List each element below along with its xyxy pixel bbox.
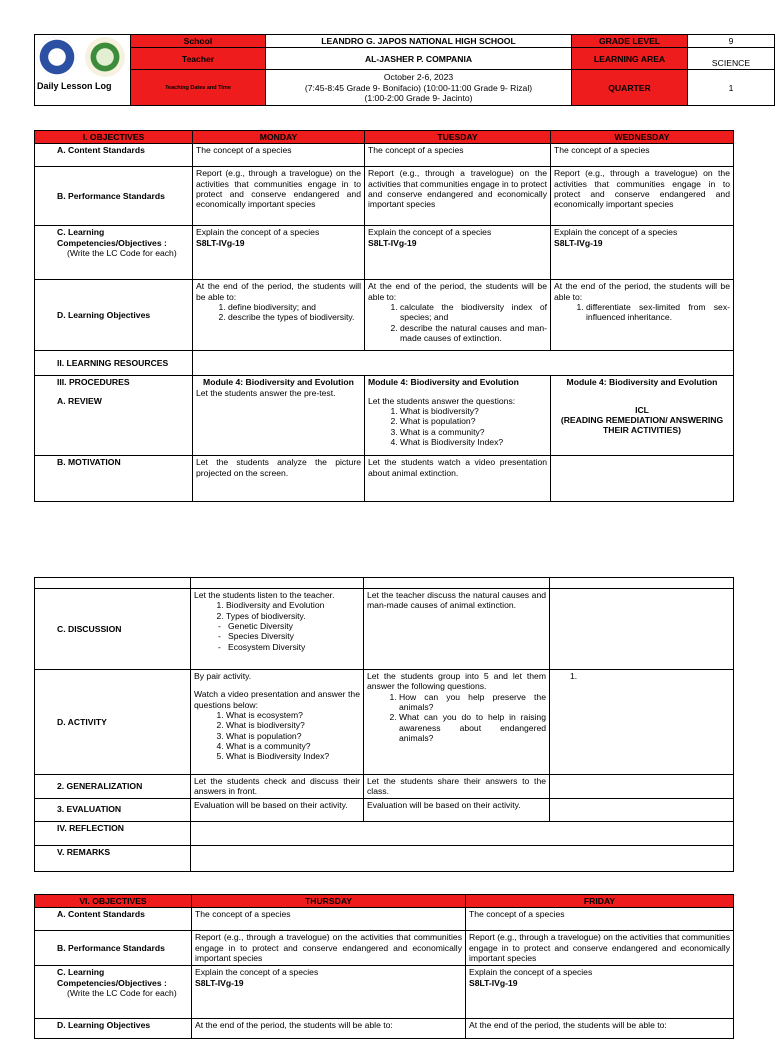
logo-cell — [35, 35, 131, 106]
daily-lesson-log-title: Daily Lesson Log — [37, 81, 112, 91]
activity-tue: Let the students group into 5 and let them answer the following questions. 1. How can you help preserve the animals? 2. What can you do to help in raising awareness about endangered animals? — [364, 670, 550, 775]
learning-competencies-fri: Explain the concept of a species S8LT-IVg-19 — [466, 966, 734, 1019]
performance-standards-mon: Report (e.g., through a travelogue) on the activities that communities engage in to protect and conserve endangered and economically important species — [193, 167, 365, 226]
generalization-wed — [550, 775, 734, 799]
reflection-value — [191, 821, 734, 845]
content-standards-mon: The concept of a species — [193, 144, 365, 167]
blank-cell — [35, 578, 191, 589]
objectives-heading: I. OBJECTIVES — [35, 131, 193, 144]
performance-standards-label: B. Performance Standards — [35, 167, 193, 226]
learning-objectives-mon: At the end of the period, the students will be able to: 1. define biodiversity; and 2. describe the types of biodiversity. — [193, 280, 365, 351]
teacher-name: AL-JASHER P. COMPANIA — [266, 48, 572, 70]
learning-competencies-label: C. Learning Competencies/Objectives : (Write the LC Code for each) — [35, 226, 193, 280]
remarks-value — [191, 845, 734, 871]
evaluation-mon: Evaluation will be based on their activity. — [191, 798, 364, 821]
quarter-label: QUARTER — [572, 70, 688, 106]
learning-resources-value — [193, 351, 734, 376]
blank-cell — [191, 578, 364, 589]
content-standards-fri: The concept of a species — [466, 908, 734, 931]
procedures-review-label: III. PROCEDURES A. REVIEW — [35, 376, 193, 456]
evaluation-label: 3. EVALUATION — [35, 798, 191, 821]
objectives-table-thu-fri — [34, 894, 734, 1039]
teaching-dates-value: October 2-6, 2023 (7:45-8:45 Grade 9- Bonifacio) (10:00-11:00 Grade 9- Rizal) (1:00-2:00 Grade 9- Jacinto) — [266, 70, 572, 106]
motivation-mon: Let the students analyze the picture projected on the screen. — [193, 456, 365, 502]
performance-standards-tue: Report (e.g., through a travelogue) on the activities that communities engage in to protect and conserve endangered and economically important species — [365, 167, 551, 226]
motivation-label: B. MOTIVATION — [35, 456, 193, 502]
reflection-label: IV. REFLECTION — [35, 821, 191, 845]
evaluation-wed — [550, 798, 734, 821]
discussion-wed — [550, 589, 734, 670]
objectives-table-mon-wed — [34, 130, 734, 502]
discussion-mon: Let the students listen to the teacher. 1. Biodiversity and Evolution 2. Types of biodiversity. - Genetic Diversity - Species Diversity - Ecosystem Diversity — [191, 589, 364, 670]
content-standards-label: A. Content Standards — [35, 144, 193, 167]
motivation-wed — [551, 456, 734, 502]
procedures-table-continued — [34, 577, 734, 872]
learning-competencies-thu: Explain the concept of a species S8LT-IVg-19 — [192, 966, 466, 1019]
monday-heading: MONDAY — [193, 131, 365, 144]
learning-competencies-wed: Explain the concept of a species S8LT-IVg-19 — [551, 226, 734, 280]
generalization-tue: Let the students share their answers to the class. — [364, 775, 550, 799]
learning-area-label: LEARNING AREA — [572, 48, 688, 70]
learning-objectives-label: D. Learning Objectives — [35, 280, 193, 351]
performance-standards-fri: Report (e.g., through a travelogue) on the activities that communities engage in to protect and conserve endangered and economically important species — [466, 931, 734, 966]
deped-seal-icon — [37, 37, 77, 77]
blank-cell — [550, 578, 734, 589]
learning-competencies-mon: Explain the concept of a species S8LT-IVg-19 — [193, 226, 365, 280]
content-standards-wed: The concept of a species — [551, 144, 734, 167]
school-seal-icon — [85, 37, 125, 77]
objectives-vi-heading: VI. OBJECTIVES — [35, 895, 192, 908]
learning-resources-label: II. LEARNING RESOURCES — [35, 351, 193, 376]
activity-mon: By pair activity. Watch a video presentation and answer the questions below: 1. What is ecosystem? 2. What is biodiversity? 3. What is population? 4. What is a community? 5. What is Biodiversity Index? — [191, 670, 364, 775]
generalization-label: 2. GENERALIZATION — [35, 775, 191, 799]
learning-competencies-tue: Explain the concept of a species S8LT-IVg-19 — [365, 226, 551, 280]
learning-competencies-label: C. Learning Competencies/Objectives : (Write the LC Code for each) — [35, 966, 192, 1019]
school-label: School — [131, 35, 266, 48]
motivation-tue: Let the students watch a video presentation about animal extinction. — [365, 456, 551, 502]
grade-level-value: 9 — [688, 35, 775, 48]
content-standards-label: A. Content Standards — [35, 908, 192, 931]
quarter-value: 1 — [688, 70, 775, 106]
teacher-label: Teacher — [131, 48, 266, 70]
review-mon: Module 4: Biodiversity and Evolution Let the students answer the pre-test. — [193, 376, 365, 456]
content-standards-thu: The concept of a species — [192, 908, 466, 931]
friday-heading: FRIDAY — [466, 895, 734, 908]
review-wed: Module 4: Biodiversity and Evolution ICL (READING REMEDIATION/ ANSWERING THEIR ACTIVITIES) — [551, 376, 734, 456]
wednesday-heading: WEDNESDAY — [551, 131, 734, 144]
discussion-tue: Let the teacher discuss the natural causes and man-made causes of animal extinction. — [364, 589, 550, 670]
thursday-heading: THURSDAY — [192, 895, 466, 908]
performance-standards-thu: Report (e.g., through a travelogue) on the activities that communities engage in to protect and conserve endangered and economically important species — [192, 931, 466, 966]
school-name: LEANDRO G. JAPOS NATIONAL HIGH SCHOOL — [266, 35, 572, 48]
discussion-label: C. DISCUSSION — [35, 589, 191, 670]
blank-cell — [364, 578, 550, 589]
learning-area-value: SCIENCE — [688, 48, 775, 70]
learning-objectives-thu: At the end of the period, the students will be able to: — [192, 1019, 466, 1039]
remarks-label: V. REMARKS — [35, 845, 191, 871]
performance-standards-label: B. Performance Standards — [35, 931, 192, 966]
performance-standards-wed: Report (e.g., through a travelogue) on the activities that communities engage in to protect and conserve endangered and economically important species — [551, 167, 734, 226]
activity-wed: 1. — [550, 670, 734, 775]
tuesday-heading: TUESDAY — [365, 131, 551, 144]
review-tue: Module 4: Biodiversity and Evolution Let the students answer the questions: 1. What is biodiversity? 2. What is population? 3. What is a community? 4. What is Biodiversity Index? — [365, 376, 551, 456]
learning-objectives-tue: At the end of the period, the students will be able to: 1. calculate the biodiversity index of species; and 2. describe the natural causes and man-made causes of extinction. — [365, 280, 551, 351]
learning-objectives-label: D. Learning Objectives — [35, 1019, 192, 1039]
content-standards-tue: The concept of a species — [365, 144, 551, 167]
generalization-mon: Let the students check and discuss their answers in front. — [191, 775, 364, 799]
learning-objectives-wed: At the end of the period, the students will be able to: 1. differentiate sex-limited from sex-influenced inheritance. — [551, 280, 734, 351]
activity-label: D. ACTIVITY — [35, 670, 191, 775]
evaluation-tue: Evaluation will be based on their activity. — [364, 798, 550, 821]
learning-objectives-fri: At the end of the period, the students will be able to: — [466, 1019, 734, 1039]
header-table — [34, 34, 775, 106]
grade-level-label: GRADE LEVEL — [572, 35, 688, 48]
teaching-dates-label: Teaching Dates and Time — [131, 70, 266, 106]
